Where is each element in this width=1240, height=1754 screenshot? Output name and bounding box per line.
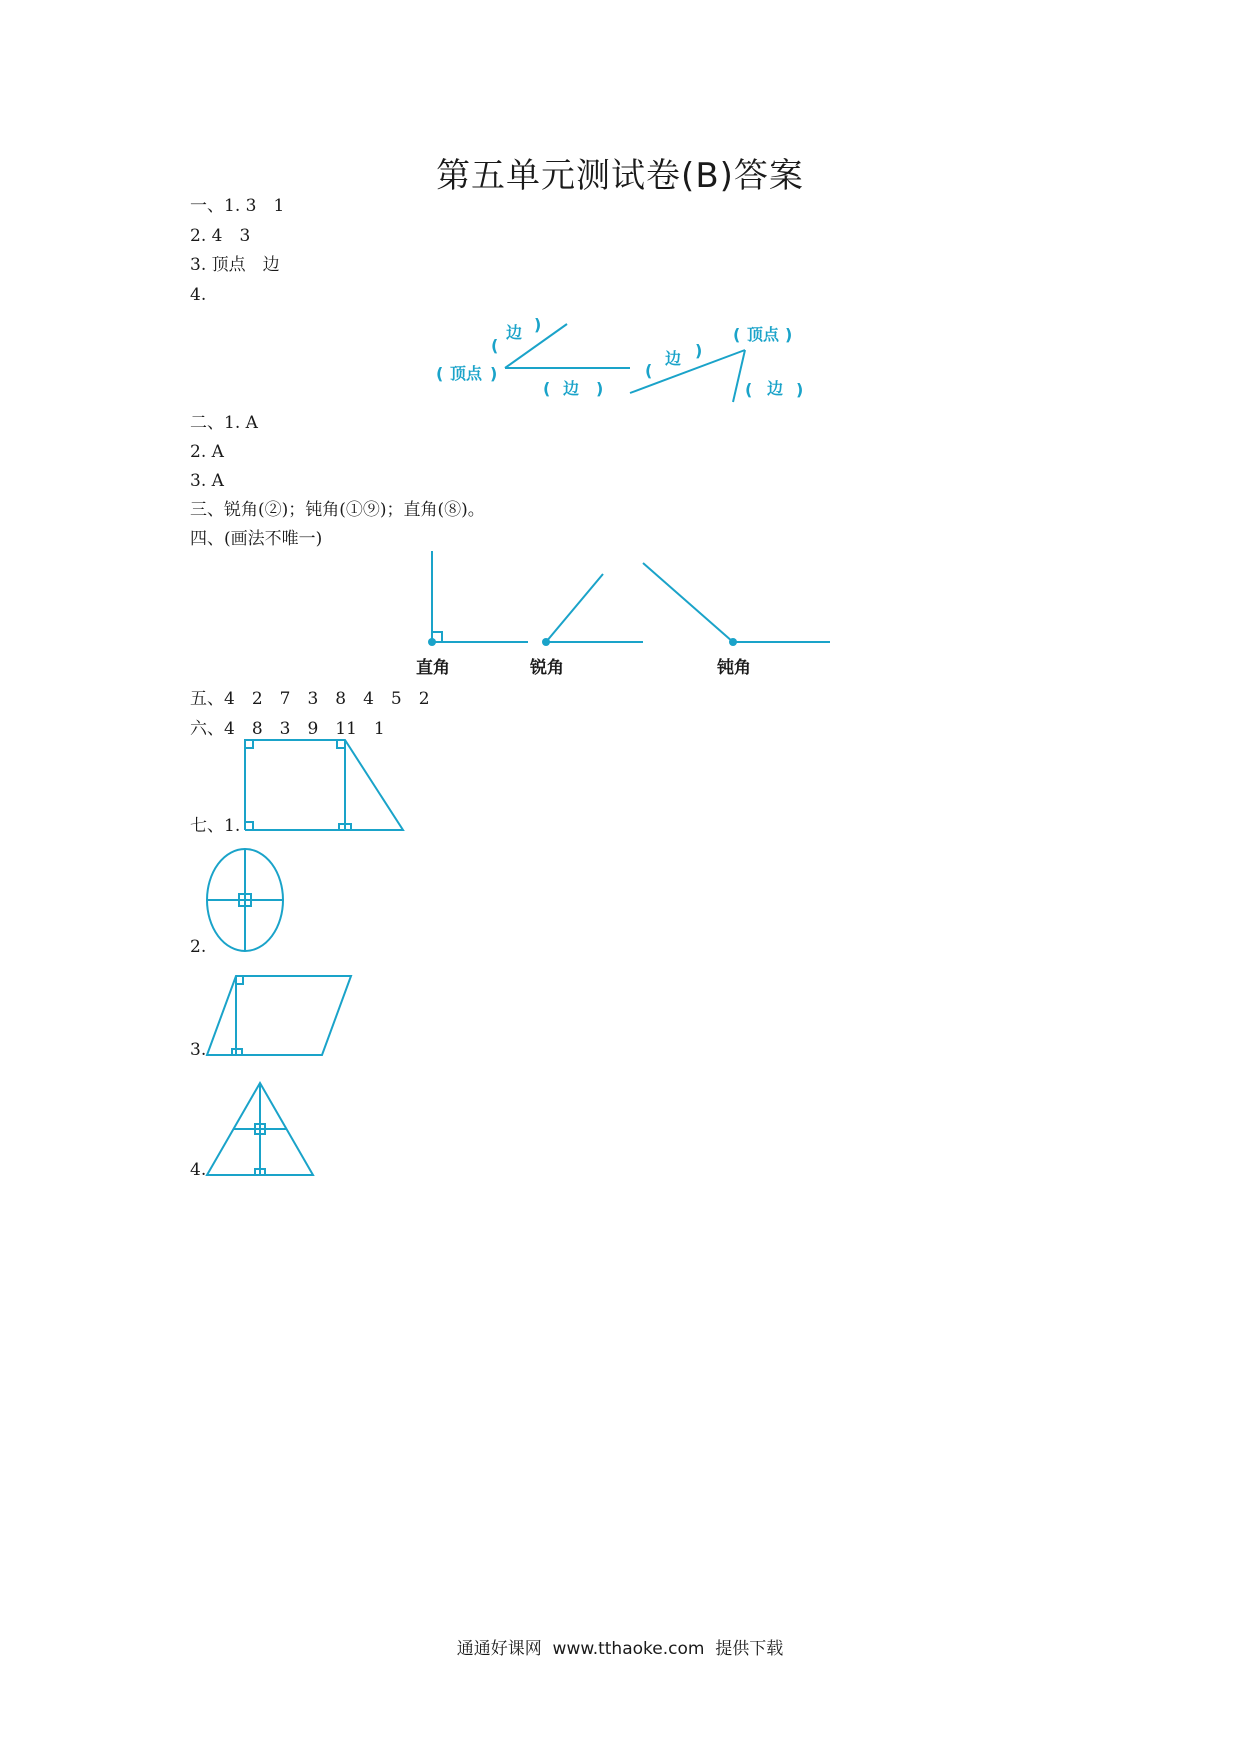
answer-2-3: 3. A [190,471,224,491]
answer-4: 四、(画法不唯一) [190,529,323,549]
label-paren-open: ( [745,380,753,399]
trapezoid-figure [245,740,403,830]
label-paren-open: ( [733,325,741,344]
label-bian: 边 [767,379,784,398]
answer-1-3: 3. 顶点 边 [190,255,280,275]
right-angle-vertex [428,638,436,646]
right-angle-mark [236,976,243,984]
obtuse-angle-label: 钝角 [717,658,751,678]
right-angle-mark [245,822,253,830]
acute-angle-ray [546,574,603,642]
answer-7-1: 七、1. [190,816,241,836]
answer-5: 五、4 2 7 3 8 4 5 2 [190,689,430,709]
answer-1-4: 4. [190,285,207,305]
acute-angle-vertex [542,638,550,646]
label-paren-open: ( [436,364,444,383]
label-paren-open: ( [491,336,499,355]
answer-7-2: 2. [190,937,207,957]
label-bian: 边 [506,323,523,342]
label-paren-open: ( [543,379,551,398]
page-footer: 通通好课网 www.tthaoke.com 提供下载 [456,1639,784,1659]
answer-3: 三、锐角(②)；钝角(①⑨)；直角(⑧)。 [190,500,485,520]
parallelogram-figure [207,976,351,1055]
answer-7-4: 4. [190,1160,207,1180]
right-angle-mark [337,740,345,748]
label-dingdian: 顶点 [450,364,483,383]
angle2-ray-right [733,350,745,402]
label-paren-close: ) [796,380,804,399]
answer-1-1: 一、1. 3 1 [190,196,285,216]
right-angle-mark [245,740,253,748]
answer-2-2: 2. A [190,442,224,462]
label-paren-close: ) [785,325,793,344]
label-paren-open: ( [645,361,653,380]
label-paren-close: ) [695,341,703,360]
label-bian: 边 [563,379,580,398]
answer-6: 六、4 8 3 9 11 1 [190,719,385,739]
label-paren-close: ) [596,379,604,398]
obtuse-angle-vertex [729,638,737,646]
page-title: 第五单元测试卷(B)答案 [436,156,804,196]
answer-2-1: 二、1. A [190,413,258,433]
label-bian: 边 [665,349,682,368]
acute-angle-label: 锐角 [530,658,564,678]
answer-7-3: 3. [190,1040,207,1060]
answer-1-2: 2. 4 3 [190,226,251,246]
right-angle-label: 直角 [416,658,450,678]
obtuse-angle-ray [643,563,733,642]
label-paren-close: ) [490,364,498,383]
label-dingdian: 顶点 [747,325,780,344]
label-paren-close: ) [534,315,542,334]
